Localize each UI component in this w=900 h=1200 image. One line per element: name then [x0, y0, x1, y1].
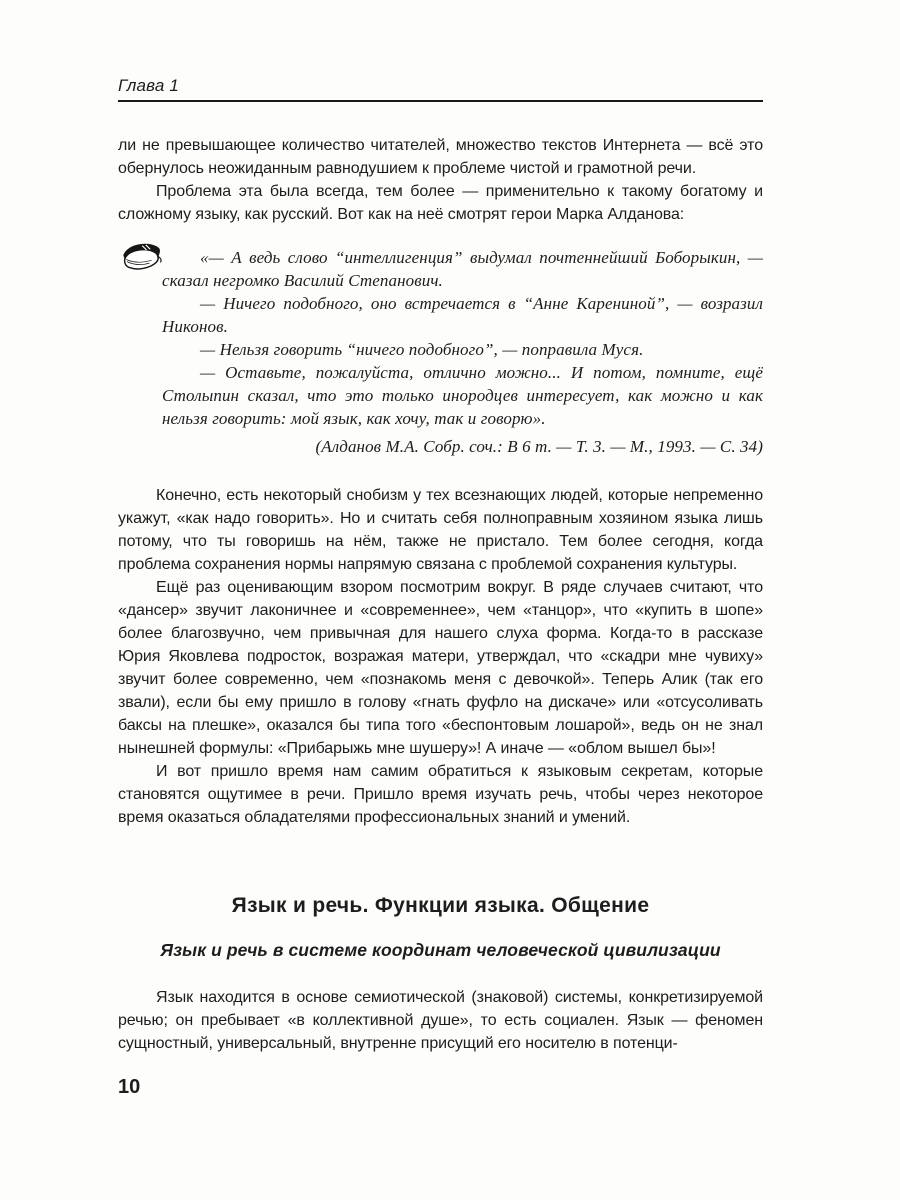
quote-line: — Ничего подобного, оно встречается в “Анне Карениной”, — возразил Никонов. [162, 294, 763, 336]
paragraph-yazyk: Язык находится в основе семиотической (знаковой) системы, конкретизируемой речью; он пребывает «в коллективной душе», то есть социален. Язык — феномен сущностный, универсальный, внутренне присущий его носителю в потенци- [118, 989, 763, 1052]
section-heading: Язык и речь. Функции языка. Общение [231, 894, 650, 917]
paragraph-esche: Ещё раз оценивающим взором посмотрим вокруг. В ряде случаев считают, что «дансер» звучит лаконичнее и «современнее», чем «танцор», что «купить в шопе» более благозвучно, чем привычная для нашего слуха форма. Когда-то в рассказе Юрия Яковлева подросток, возражая матери, утверждал, что «скадри мне чувиху» звучит более современно, чем «познакомь меня с девочкой». Теперь Алик (так его звали), если бы ему пришло в голову «гнать фуфло на дискаче» или «отсусоливать баксы на плешке», оказался бы типа того «беспонтовым лошарой», ведь он не знал нынешней формулы: «Прибарыжь мне шушеру»! А иначе — «облом вышел бы»! [118, 579, 763, 757]
book-icon [116, 240, 164, 276]
paragraph-ivot: И вот пришло время нам самим обратиться к языковым секретам, которые становятся ощутимее в речи. Пришло время изучать речь, чтобы через некоторое время оказаться обладателями профессиональных знаний и умений. [118, 763, 763, 826]
quote-line: — Нельзя говорить “ничего подобного”, — поправила Муся. [200, 340, 644, 359]
page-number: 10 [118, 1076, 141, 1098]
paragraph-konechno: Конечно, есть некоторый снобизм у тех всезнающих людей, которые непременно укажут, «как надо говорить». Но и считать себя полноправным хозяином языка лишь потому, что ты говоришь на нём, также не пристало. Тем более сегодня, когда проблема сохранения нормы напрямую связана с проблемой сохранения культуры. [118, 487, 763, 573]
section-subheading: Язык и речь в системе координат человеческой цивилизации [160, 940, 721, 960]
chapter-rule [118, 100, 763, 102]
quote-line: — Оставьте, пожалуйста, отлично можно... И потом, помните, ещё Столыпин сказал, что это только инородцев интересует, как можно и как нельзя говорить: мой язык, как хочу, так и говорю». [162, 363, 763, 428]
paragraph-problema: Проблема эта была всегда, тем более — применительно к такому богатому и сложному языку, как русский. Вот как на неё смотрят герои Марка Алданова: [118, 183, 763, 223]
paragraph-continuation: ли не превышающее количество читателей, множество текстов Интернета — всё это обернулось неожиданным равнодушием к проблеме чистой и грамотной речи. [118, 137, 763, 177]
main-text-column [118, 134, 763, 829]
section-first-paragraph-wrap [118, 986, 763, 1055]
quote-citation: (Алданов М.А. Собр. соч.: В 6 т. — Т. 3. — М., 1993. — С. 34) [315, 437, 763, 456]
running-head: Глава 1 [118, 76, 180, 95]
quote-block [162, 246, 763, 458]
quote-line: «— А ведь слово “интеллигенция” выдумал почтеннейший Боборыкин, — сказал негромко Василий Степанович. [162, 248, 763, 290]
